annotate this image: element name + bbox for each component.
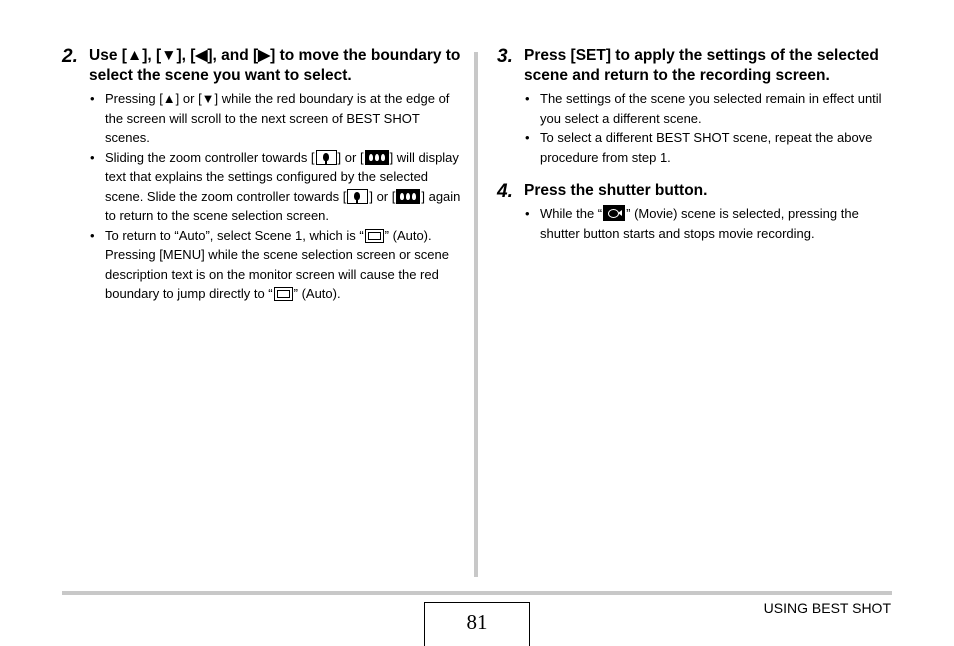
step-number: 4. (497, 181, 513, 202)
list-item (89, 148, 462, 226)
right-column (497, 46, 892, 253)
footer-divider (62, 591, 892, 595)
bullet-text: To select a different BEST SHOT scene, repeat the above procedure from step 1. (540, 130, 873, 165)
step-number: 2. (62, 46, 78, 67)
list-item (524, 128, 892, 167)
list-item (89, 89, 462, 148)
step-2-bullets (89, 89, 462, 304)
page-number: 81 (424, 602, 530, 646)
bullet-text: ” (Movie) scene is selected, pressing the shutter button starts and stops movie recording. (540, 206, 859, 241)
step-title: Press [SET] to apply the settings of the selected scene and return to the recording screen. (524, 47, 879, 84)
step-2 (62, 46, 462, 304)
list-item (89, 226, 462, 304)
bullet-text: Pressing [▲] or [▼] while the red boundary is at the edge of the screen will scroll to the next screen of BEST SHOT scenes. (105, 91, 450, 145)
zoom-tele-icon (316, 150, 337, 165)
bullet-text: ] or [ (369, 188, 396, 204)
zoom-wide-icon (396, 189, 420, 204)
step-3 (497, 46, 892, 167)
zoom-wide-icon (365, 150, 389, 165)
bullet-text: ] again to return to the scene selection screen. (105, 188, 461, 223)
step-title: Press the shutter button. (524, 182, 708, 199)
step-3-bullets (524, 89, 892, 167)
bullet-text: While the “ (540, 206, 603, 221)
list-item (524, 89, 892, 128)
auto-frame-icon (274, 287, 293, 301)
step-4-bullets (524, 204, 892, 243)
bullet-text: Sliding the zoom controller towards [ (105, 149, 315, 165)
step-4 (497, 181, 892, 243)
list-item (524, 204, 892, 243)
movie-scene-icon (603, 205, 625, 221)
section-label: USING BEST SHOT (763, 600, 891, 616)
step-number: 3. (497, 46, 513, 67)
bullet-text: To return to “Auto”, select Scene 1, which is “ (105, 227, 364, 243)
bullet-text: The settings of the scene you selected remain in effect until you select a different scene. (540, 91, 882, 126)
left-column (62, 46, 462, 314)
bullet-text: ” (Auto). (293, 286, 341, 301)
zoom-tele-icon (347, 189, 368, 204)
column-divider (474, 52, 478, 577)
bullet-text: ” (Auto). Pressing [MENU] while the scene selection screen or scene description text is on the monitor screen will cause the red boundary to jump directly to “ (105, 227, 449, 301)
bullet-text: ] or [ (337, 149, 364, 165)
bullet-text: ] will display text that explains the settings configured by the selected scene. Slide the zoom controller towards [ (105, 149, 459, 204)
auto-frame-icon (365, 229, 384, 243)
step-title: Use [▲], [▼], [◀], and [▶] to move the boundary to select the scene you want to select. (89, 47, 461, 84)
